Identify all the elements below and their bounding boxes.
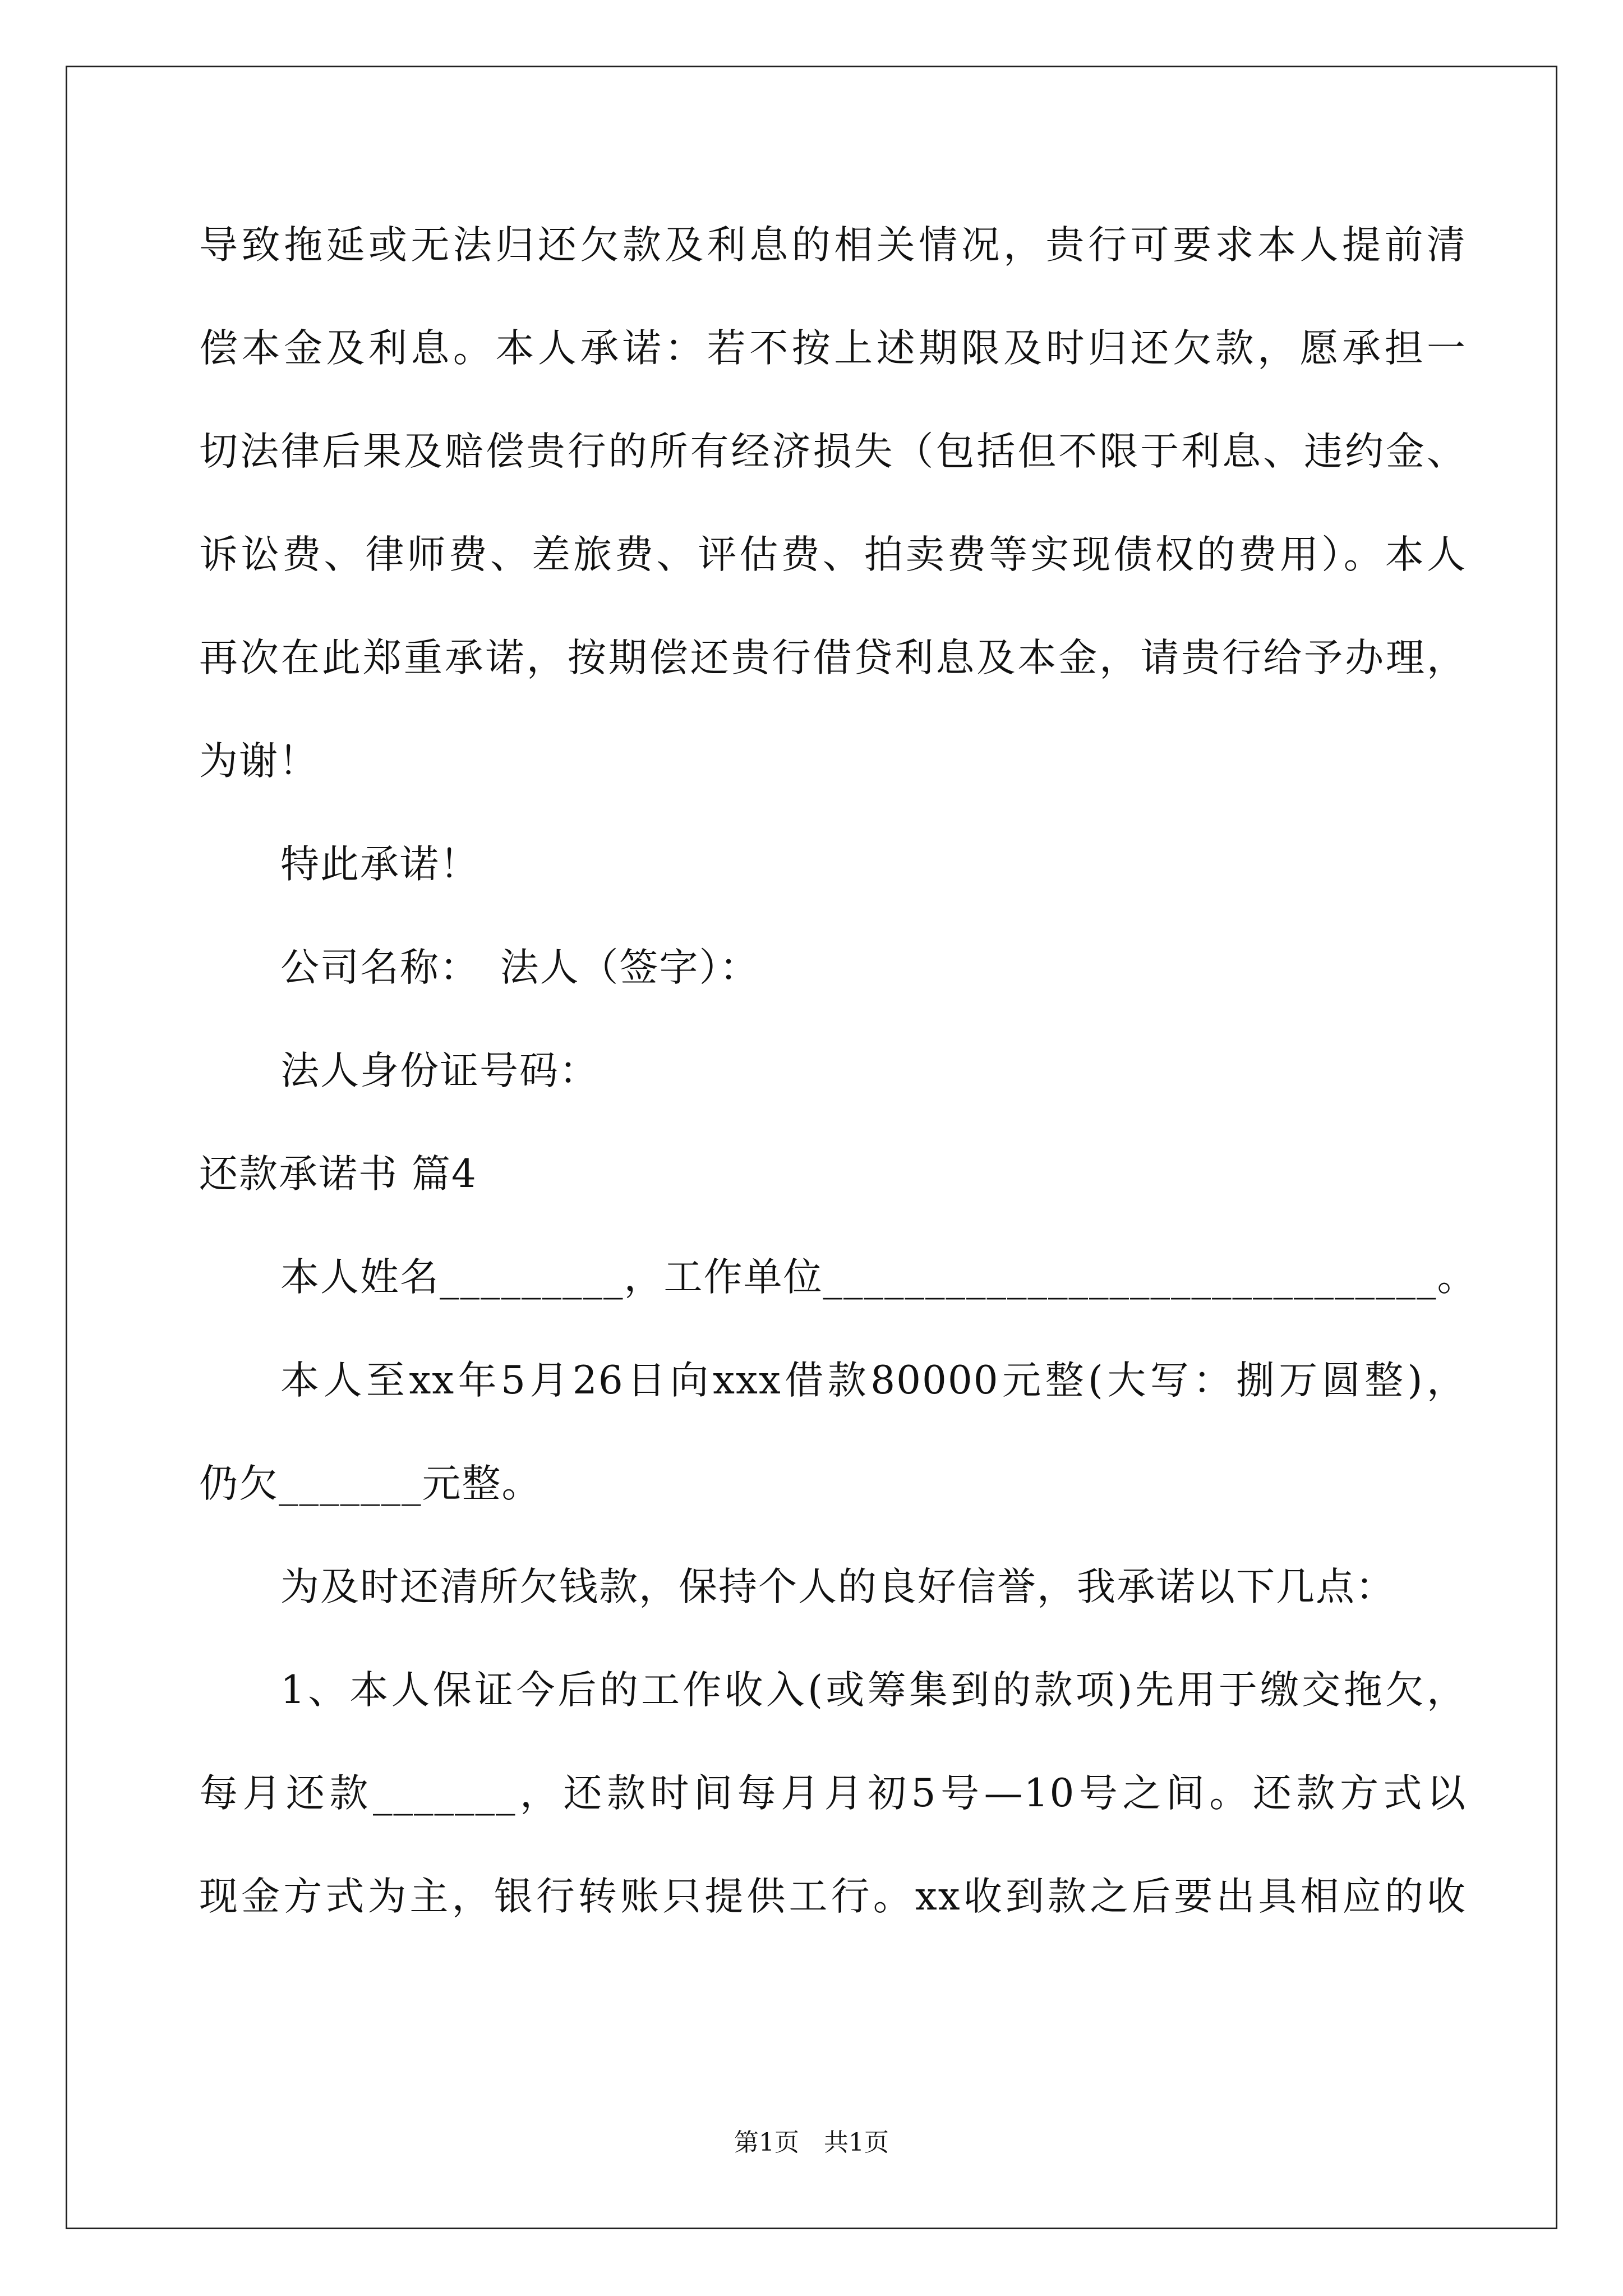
body-line: 每月还款_______，还款时间每月月初5号—10号之间。还款方式以 [199,1771,1467,1816]
section-heading: 还款承诺书 篇4 [199,1152,477,1197]
body-line: 诉讼费、律师费、差旅费、评估费、拍卖费等实现债权的费用）。本人 [199,532,1467,577]
body-line: 现金方式为主，银行转账只提供工行。xx收到款之后要出具相应的收 [199,1874,1467,1919]
signature-id-line: 法人身份证号码： [280,1048,599,1093]
commitment-item-1: 1、本人保证今后的工作收入(或筹集到的款项)先用于缴交拖欠， [280,1668,1467,1713]
body-line: 偿本金及利息。本人承诺：若不按上述期限及时归还欠款，愿承担一 [199,326,1467,371]
remaining-debt-line: 仍欠_______元整。 [199,1461,542,1506]
body-line: 切法律后果及赔偿贵行的所有经济损失（包括但不限于利息、违约金、 [199,429,1467,474]
name-workplace-line: 本人姓名_________，工作单位______________________________。 [280,1255,1477,1300]
signature-company-line: 公司名称： 法人（签字）： [280,945,759,990]
body-line: 再次在此郑重承诺，按期偿还贵行借贷利息及本金，请贵行给予办理， [199,636,1467,680]
body-line: 为谢！ [199,739,319,784]
closing-statement: 特此承诺！ [280,842,479,887]
document-body [199,219,1477,1973]
commitment-intro: 为及时还清所欠钱款，保持个人的良好信誉，我承诺以下几点： [280,1565,1395,1609]
body-line: 导致拖延或无法归还欠款及利息的相关情况，贵行可要求本人提前清 [199,223,1467,268]
loan-amount-line: 本人至xx年5月26日向xxx借款80000元整(大写：捌万圆整)， [280,1358,1467,1403]
page-number-footer: 第1页 共1页 [734,2128,889,2157]
